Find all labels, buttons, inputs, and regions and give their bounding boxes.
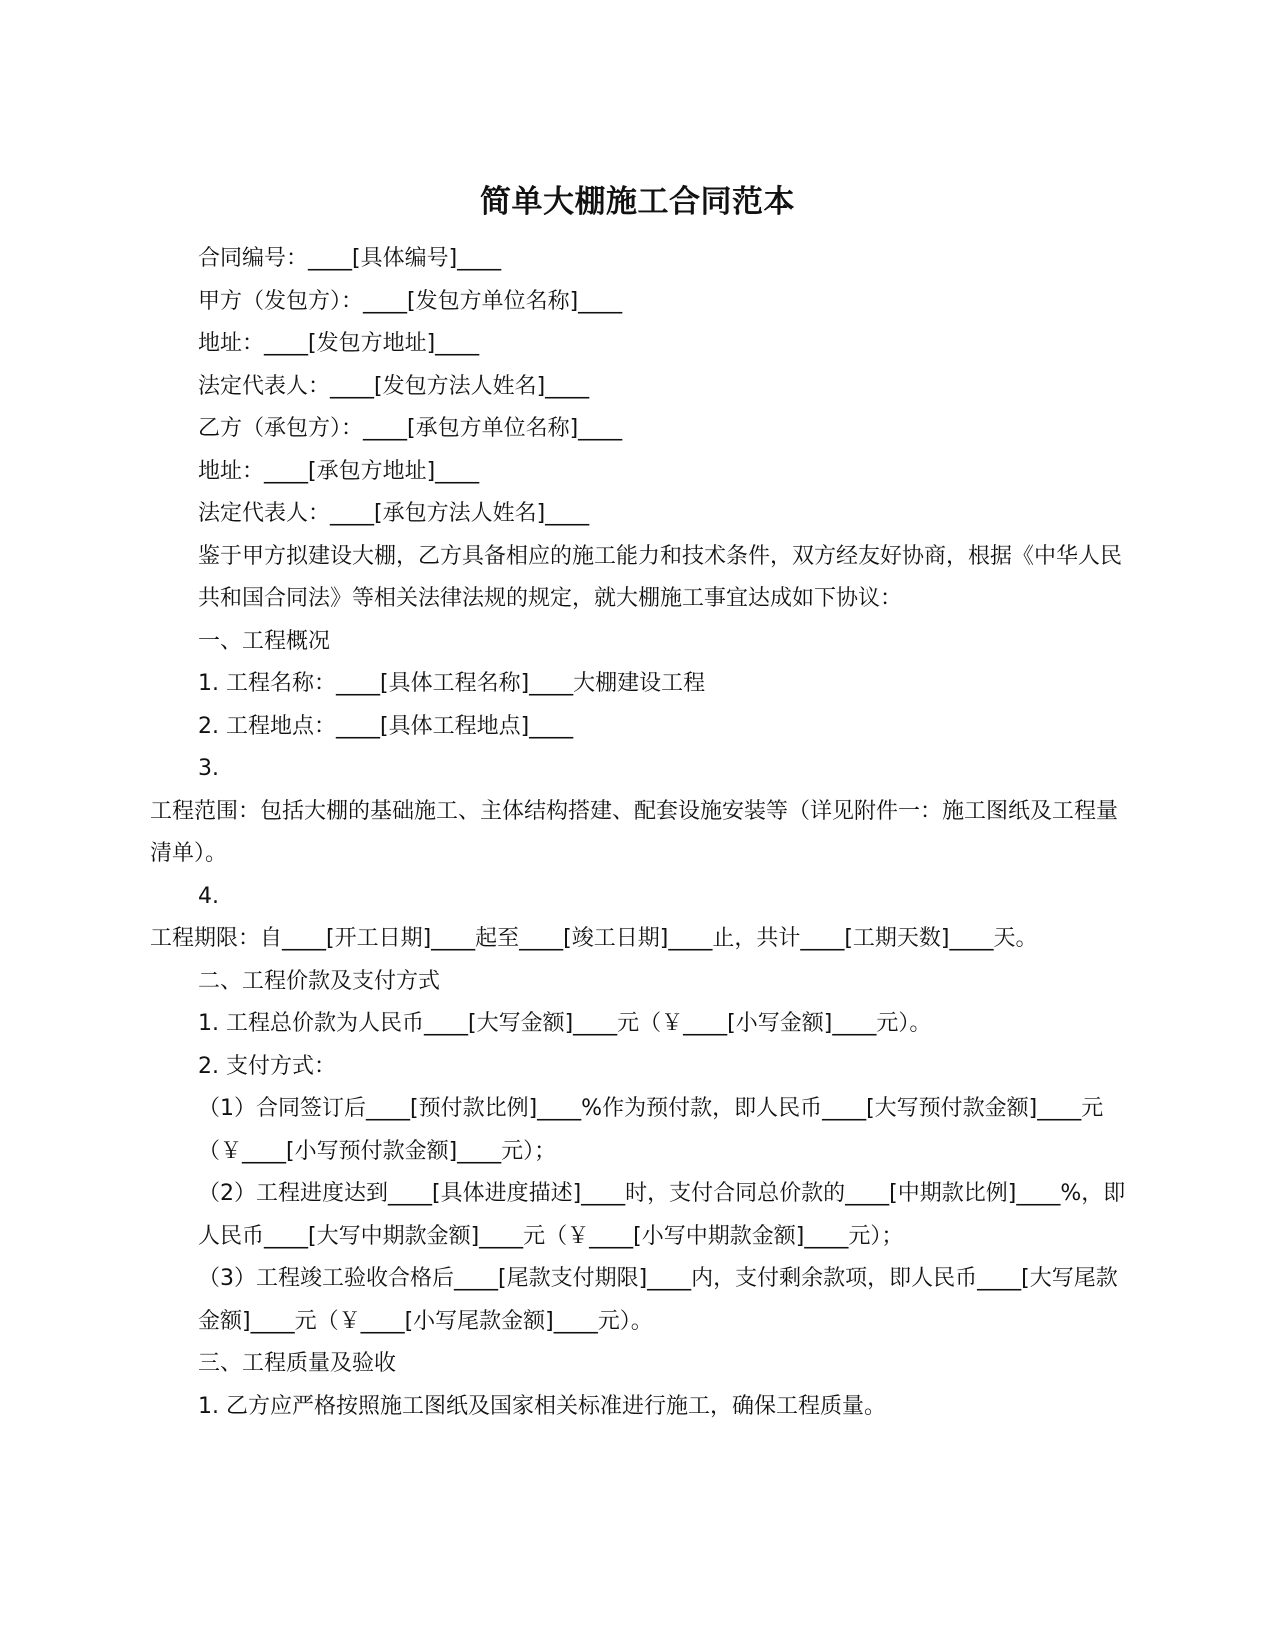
party-b-representative-line: 法定代表人：____[承包方法人姓名]____	[198, 501, 590, 526]
clause-total-price: 1. 工程总价款为人民币____[大写金额]____元（￥____[小写金额]____元）。	[198, 1011, 932, 1036]
clause-final-payment: （3）工程竣工验收合格后____[尾款支付期限]____内，支付剩余款项，即人民币____[大写尾款金额]____元（￥____[小写尾款金额]____元）。	[198, 1266, 1118, 1334]
section-heading-project-overview: 一、工程概况	[198, 628, 331, 654]
section-heading-quality-acceptance: 三、工程质量及验收	[198, 1351, 397, 1376]
party-a-representative-line: 法定代表人：____[发包方法人姓名]____	[198, 373, 590, 399]
document-title: 简单大棚施工合同范本	[480, 184, 795, 220]
clause-number-3: 3.	[198, 756, 219, 781]
clause-project-scope: 工程范围：包括大棚的基础施工、主体结构搭建、配套设施安装等（详见附件一：施工图纸及工程量清单）。	[150, 798, 1119, 866]
clause-interim-payment: （2）工程进度达到____[具体进度描述]____时，支付合同总价款的____[中期款比例]____%，即人民币____[大写中期款金额]____元（￥____[小写中期款金额]____元）；	[198, 1181, 1126, 1249]
clause-number-4: 4.	[198, 883, 219, 909]
contract-number-line: 合同编号：____[具体编号]____	[198, 246, 502, 271]
clause-project-period: 工程期限：自____[开工日期]____起至____[竣工日期]____止，共计____[工期天数]____天。	[150, 926, 1038, 951]
clause-quality-standard: 1. 乙方应严格按照施工图纸及国家相关标准进行施工，确保工程质量。	[198, 1393, 886, 1419]
party-a-address-line: 地址：____[发包方地址]____	[198, 331, 480, 356]
preamble-paragraph: 鉴于甲方拟建设大棚，乙方具备相应的施工能力和技术条件，双方经友好协商，根据《中华人民共和国合同法》等相关法律法规的规定，就大棚施工事宜达成如下协议：	[198, 543, 1123, 611]
party-a-line: 甲方（发包方）：____[发包方单位名称]____	[198, 288, 623, 314]
party-b-address-line: 地址：____[承包方地址]____	[198, 458, 480, 484]
clause-project-name: 1. 工程名称：____[具体工程名称]____大棚建设工程	[198, 671, 706, 696]
clause-project-location: 2. 工程地点：____[具体工程地点]____	[198, 713, 574, 739]
party-b-line: 乙方（承包方）：____[承包方单位名称]____	[198, 416, 623, 441]
clause-payment-method: 2. 支付方式：	[198, 1053, 336, 1079]
document-body	[150, 238, 1127, 1428]
clause-advance-payment: （1）合同签订后____[预付款比例]____%作为预付款，即人民币____[大写预付款金额]____元（￥____[小写预付款金额]____元）；	[198, 1096, 1104, 1164]
section-heading-price-payment: 二、工程价款及支付方式	[198, 968, 441, 994]
